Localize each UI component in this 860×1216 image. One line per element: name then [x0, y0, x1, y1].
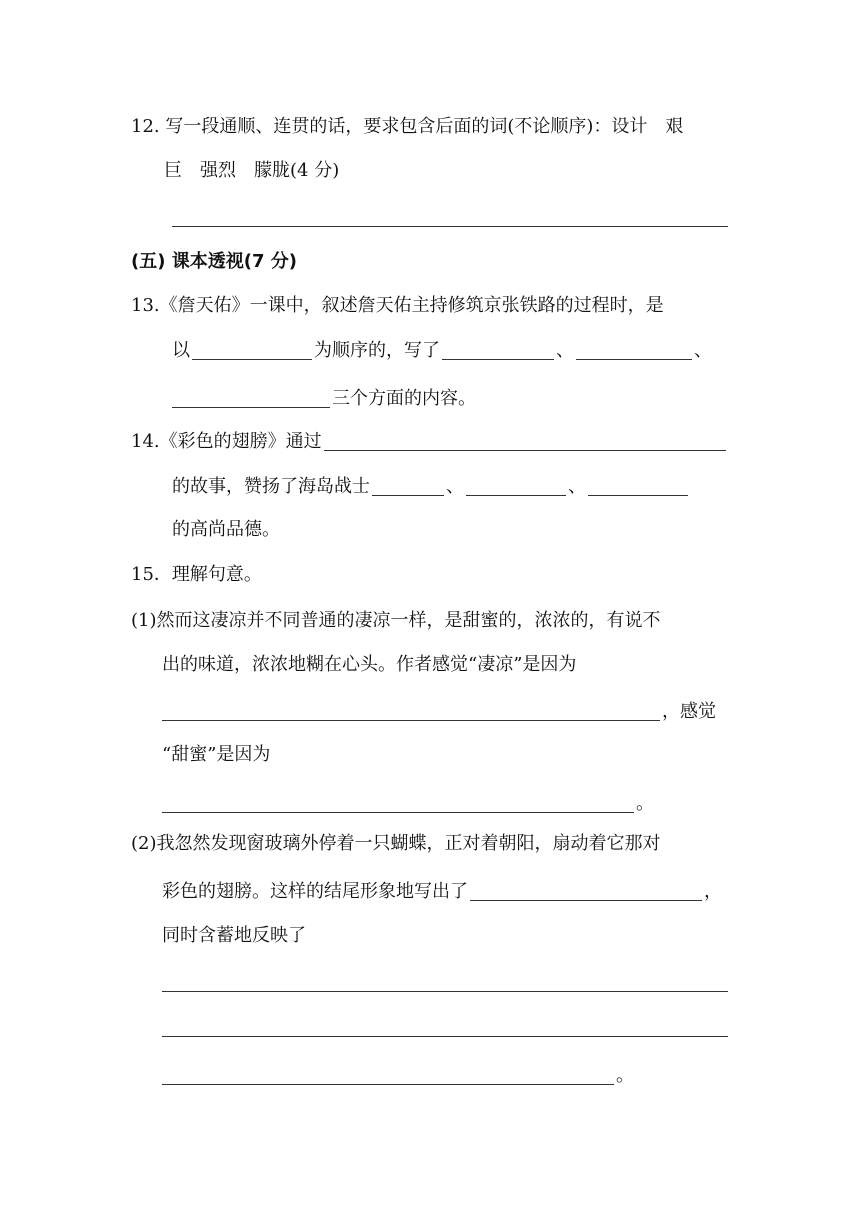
q14-text: 的故事，赞扬了海岛战士	[172, 476, 370, 497]
q15-part-1-line-5	[162, 794, 654, 813]
section-5-heading	[131, 253, 297, 271]
q13-blank-aspect-3[interactable]	[172, 389, 330, 408]
q15-part-1-text: 。	[636, 793, 654, 814]
q15-answer-line-1[interactable]	[162, 991, 728, 992]
q15-part-2-text: ，	[704, 881, 722, 902]
q15-title	[131, 566, 262, 584]
q15-part-2-line-2	[162, 882, 722, 901]
q14-blank-virtue-2[interactable]	[466, 477, 566, 496]
q14-line-2	[172, 477, 690, 496]
q14-blank-story[interactable]	[324, 432, 726, 451]
q14-text: 的高尚品德。	[172, 519, 280, 540]
q15-part-2-line-6	[162, 1066, 634, 1085]
q15-part-1-line-4	[162, 746, 270, 764]
q15-part-1-text: (1)然而这凄凉并不同普通的凄凉一样，是甜蜜的，浓浓的，有说不	[131, 610, 661, 631]
section-5-heading-text: (五) 课本透视(7 分)	[131, 251, 297, 272]
q13-blank-aspect-2[interactable]	[576, 341, 692, 360]
q15-part-1-line-1	[131, 612, 661, 630]
q14-line-1	[131, 432, 728, 451]
q13-blank-aspect-1[interactable]	[442, 341, 554, 360]
q15-part-1-text: “甜蜜”是因为	[162, 744, 271, 765]
q15-part-2-text: 同时含蓄地反映了	[162, 925, 306, 946]
q15-answer-line-2[interactable]	[162, 1036, 728, 1037]
q13-blank-order[interactable]	[192, 341, 312, 360]
q12-line-1	[131, 118, 683, 136]
q15-title-text: 15．理解句意。	[131, 564, 262, 585]
q15-part-1-line-3	[162, 702, 716, 721]
q13-separator: 、	[556, 340, 574, 361]
q13-text: 三个方面的内容。	[332, 388, 476, 409]
q14-prompt-text: 14.《彩色的翅膀》通过	[131, 431, 322, 452]
q15-part-1-text: ，感觉	[662, 701, 716, 722]
q12-prompt-text: 12. 写一段通顺、连贯的话，要求包含后面的词(不论顺序)：设计 艰	[131, 116, 684, 137]
q15-part-1-text: 出的味道，浓浓地糊在心头。作者感觉“凄凉”是因为	[162, 654, 577, 675]
q12-line-2	[164, 162, 339, 180]
q13-text: 以	[172, 340, 190, 361]
q14-line-3	[172, 521, 280, 539]
q14-blank-virtue-1[interactable]	[372, 477, 444, 496]
q15-blank-ending-depicts[interactable]	[470, 882, 702, 901]
q15-part-1-line-2	[162, 656, 576, 674]
q13-text: 为顺序的，写了	[314, 340, 440, 361]
q14-separator: 、	[568, 476, 586, 497]
q15-answer-line-3[interactable]	[162, 1066, 614, 1085]
q15-part-2-line-3	[162, 927, 306, 945]
q14-separator: 、	[446, 476, 464, 497]
q15-part-2-text: 彩色的翅膀。这样的结尾形象地写出了	[162, 881, 468, 902]
q15-blank-sweet-reason[interactable]	[162, 794, 634, 813]
q15-part-2-line-1	[131, 835, 661, 853]
q13-line-2	[172, 341, 712, 360]
q15-part-2-text: 。	[616, 1065, 634, 1086]
q12-answer-line[interactable]	[172, 226, 728, 227]
q15-blank-desolate-reason[interactable]	[162, 702, 660, 721]
q13-line-3	[172, 389, 476, 408]
q13-separator: 、	[694, 340, 712, 361]
q13-line-1	[131, 297, 664, 315]
q14-blank-virtue-3[interactable]	[588, 477, 688, 496]
q15-part-2-text: (2)我忽然发现窗玻璃外停着一只蝴蝶，正对着朝阳，扇动着它那对	[131, 833, 661, 854]
q13-prompt-text: 13.《詹天佑》一课中，叙述詹天佑主持修筑京张铁路的过程时，是	[131, 295, 664, 316]
q12-prompt-text-cont: 巨 强烈 朦胧(4 分)	[164, 160, 340, 181]
